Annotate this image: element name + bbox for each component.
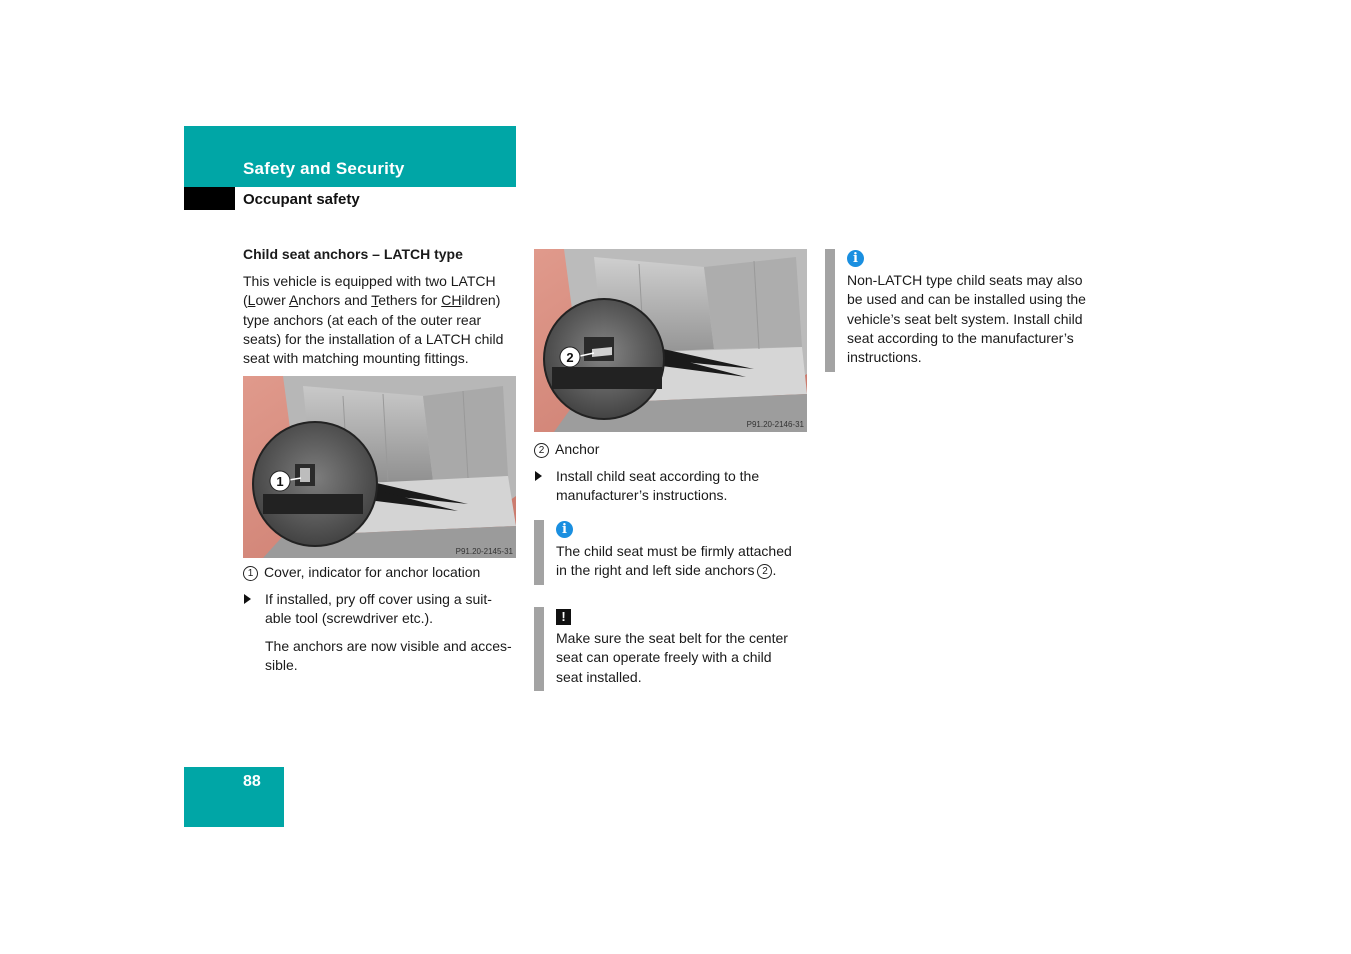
caption-text: Cover, indicator for anchor location xyxy=(264,564,481,580)
info-icon: i xyxy=(556,521,573,538)
note-text: seat according to the manufacturer’s xyxy=(847,329,1074,346)
acronym-letter: T xyxy=(371,292,379,309)
note-text: in the right and left side anchors xyxy=(556,562,755,579)
note-text: Non-LATCH type child seats may also xyxy=(847,272,1083,289)
section-title: Safety and Security xyxy=(243,159,405,178)
note-text: instructions. xyxy=(847,349,922,366)
info-icon: i xyxy=(847,250,864,267)
callout-number: 1 xyxy=(243,566,258,581)
figure-caption xyxy=(534,440,814,459)
intro-text: nchors and xyxy=(298,292,372,309)
figure-code: P91.20-2146-31 xyxy=(746,420,804,429)
figure-code: P91.20-2145-31 xyxy=(455,547,513,556)
subsection-title: Occupant safety xyxy=(243,191,360,208)
arrow-bullet-icon xyxy=(244,594,251,604)
figure-callout-1: 1 xyxy=(276,474,284,489)
note-bar xyxy=(534,607,544,691)
intro-line: type anchors (at each of the outer rear xyxy=(243,311,482,328)
intro-line: seat with matching mounting fittings. xyxy=(243,350,469,367)
intro-text: ethers for xyxy=(378,292,442,309)
page-number: 88 xyxy=(243,773,261,790)
page-number-box xyxy=(184,767,284,827)
arrow-bullet-icon xyxy=(535,471,542,481)
intro-text: ( xyxy=(243,292,248,309)
note-text: Make sure the seat belt for the center xyxy=(556,630,788,647)
warning-icon: ! xyxy=(556,609,571,625)
warning-note xyxy=(556,607,816,687)
intro-line: seats) for the installation of a LATCH child xyxy=(243,330,504,347)
info-note xyxy=(847,248,1112,367)
intro-paragraph xyxy=(243,272,523,368)
instruction-step xyxy=(243,590,523,628)
subsection-marker xyxy=(184,187,235,210)
step-text: manufacturer’s instructions. xyxy=(556,487,728,504)
step-text: able tool (screwdriver etc.). xyxy=(265,610,434,627)
acronym-letter: CH xyxy=(441,292,462,309)
note-text: The child seat must be firmly attached xyxy=(556,543,792,560)
note-bar xyxy=(825,249,835,372)
note-text: seat installed. xyxy=(556,668,642,685)
note-text: seat can operate freely with a child xyxy=(556,649,772,666)
left-column xyxy=(243,245,523,368)
seat-cover-illustration xyxy=(243,376,516,558)
instruction-step xyxy=(534,467,814,505)
note-bar xyxy=(534,520,544,585)
info-note xyxy=(556,519,816,581)
step-result xyxy=(243,637,523,675)
step-text: Install child seat according to the xyxy=(556,468,760,485)
result-text: The anchors are now visible and acces- xyxy=(265,637,512,654)
figure-caption xyxy=(243,563,523,582)
acronym-letter: L xyxy=(247,292,256,309)
middle-column xyxy=(534,440,814,506)
left-column-lower xyxy=(243,563,523,675)
step-text: If installed, pry off cover using a suit- xyxy=(265,591,492,608)
intro-text: ildren) xyxy=(461,292,501,309)
result-text: sible. xyxy=(265,656,298,673)
anchor-illustration xyxy=(534,249,807,432)
acronym-letter: A xyxy=(288,292,299,309)
article-heading: Child seat anchors – LATCH type xyxy=(243,246,463,262)
callout-number: 2 xyxy=(757,564,772,579)
intro-text: ower xyxy=(255,292,289,309)
note-text: . xyxy=(772,562,777,579)
figure-callout-2: 2 xyxy=(566,350,574,365)
note-text: vehicle’s seat belt system. Install child xyxy=(847,310,1083,327)
caption-text: Anchor xyxy=(555,441,600,457)
note-text: be used and can be installed using the xyxy=(847,291,1086,308)
callout-number: 2 xyxy=(534,443,549,458)
intro-line: This vehicle is equipped with two LATCH xyxy=(243,273,496,290)
